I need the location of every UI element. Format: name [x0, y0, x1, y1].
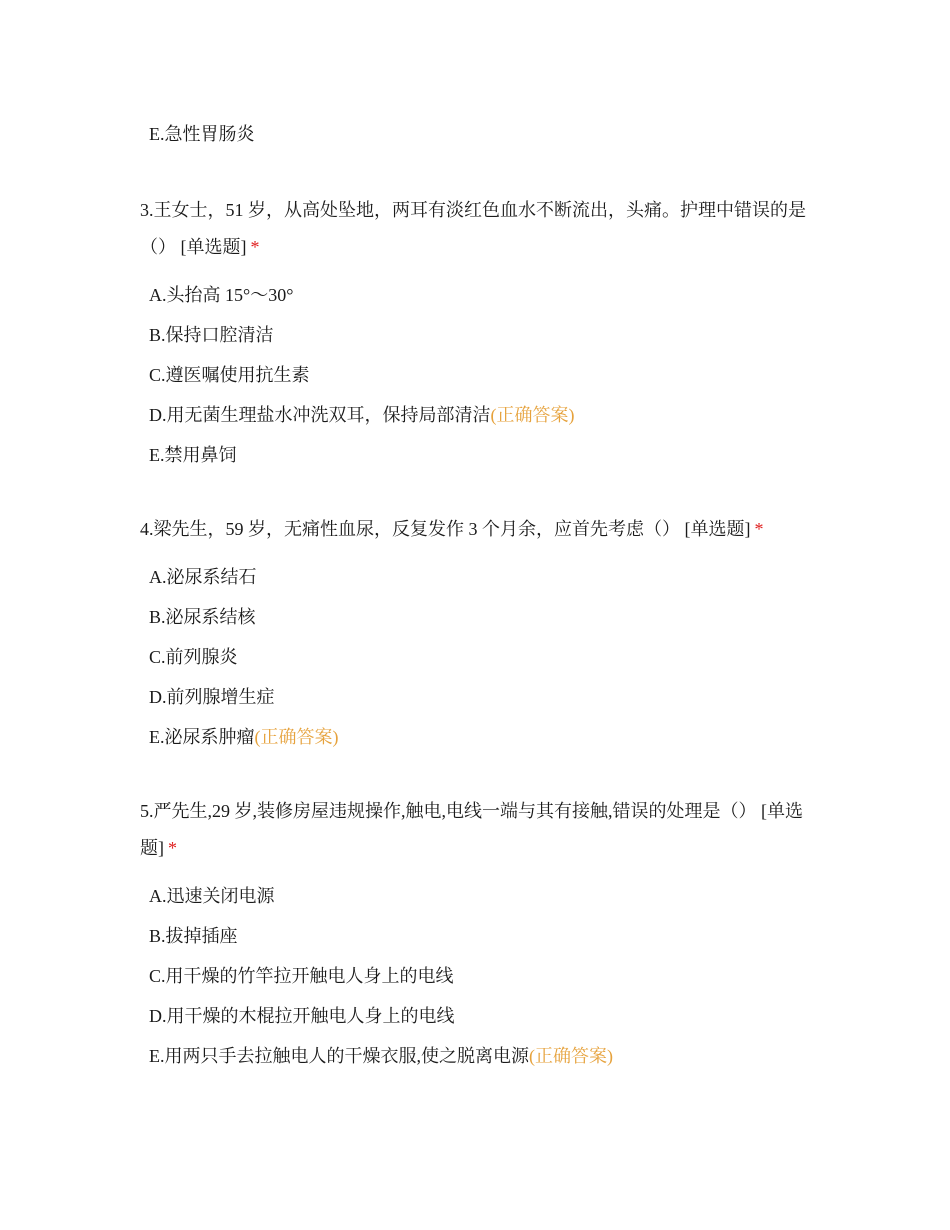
question-text: 5.严先生,29 岁,装修房屋违规操作,触电,电线一端与其有接触,错误的处理是（） [单选题] [140, 801, 803, 858]
option-text: E.急性胃肠炎 [149, 124, 255, 144]
option-a[interactable] [140, 275, 820, 315]
question-title [140, 192, 820, 266]
option-text: A.泌尿系结石 [149, 567, 257, 587]
option-text: A.头抬高 15°～30° [149, 285, 294, 305]
correct-answer-tag: (正确答案) [490, 405, 575, 425]
question-text: 4.梁先生，59 岁，无痛性血尿，反复发作 3 个月余，应首先考虑（） [单选题] [140, 519, 751, 539]
option-text: D.用干燥的木棍拉开触电人身上的电线 [149, 1006, 455, 1026]
option-list [140, 557, 820, 757]
option-list [140, 275, 820, 475]
option-a[interactable] [140, 876, 820, 916]
question-5 [140, 793, 820, 1076]
required-star: * [754, 519, 764, 539]
option-text: E.泌尿系肿瘤 [149, 727, 255, 747]
question-4 [140, 511, 820, 757]
option-d[interactable] [140, 395, 820, 435]
option-text: E.用两只手去拉触电人的干燥衣服,使之脱离电源 [149, 1046, 529, 1066]
option-e[interactable] [140, 435, 820, 475]
question-title [140, 793, 820, 867]
option-list [140, 876, 820, 1076]
option-e[interactable] [140, 717, 820, 757]
option-b[interactable] [140, 597, 820, 637]
question-title [140, 511, 820, 548]
option-text: A.迅速关闭电源 [149, 886, 275, 906]
option-a[interactable] [140, 557, 820, 597]
required-star: * [168, 838, 177, 858]
correct-answer-tag: (正确答案) [254, 727, 339, 747]
option-d[interactable] [140, 996, 820, 1036]
question-text: 3.王女士，51 岁，从高处坠地，两耳有淡红色血水不断流出，头痛。护理中错误的是（） [单选题] [140, 200, 806, 257]
option-text: B.保持口腔清洁 [149, 325, 274, 345]
option-item[interactable] [140, 114, 820, 154]
option-text: D.用无菌生理盐水冲洗双耳，保持局部清洁 [149, 405, 491, 425]
option-c[interactable] [140, 355, 820, 395]
option-e[interactable] [140, 1036, 820, 1076]
option-text: C.前列腺炎 [149, 647, 238, 667]
option-c[interactable] [140, 956, 820, 996]
option-text: C.遵医嘱使用抗生素 [149, 365, 310, 385]
correct-answer-tag: (正确答案) [529, 1046, 613, 1066]
option-text: B.拔掉插座 [149, 926, 238, 946]
option-b[interactable] [140, 315, 820, 355]
option-d[interactable] [140, 677, 820, 717]
required-star: * [250, 237, 260, 257]
option-c[interactable] [140, 637, 820, 677]
option-text: D.前列腺增生症 [149, 687, 275, 707]
option-text: E.禁用鼻饲 [149, 445, 237, 465]
question-3 [140, 192, 820, 475]
option-b[interactable] [140, 916, 820, 956]
option-text: B.泌尿系结核 [149, 607, 256, 627]
option-text: C.用干燥的竹竿拉开触电人身上的电线 [149, 966, 454, 986]
orphan-option-block [140, 114, 820, 154]
